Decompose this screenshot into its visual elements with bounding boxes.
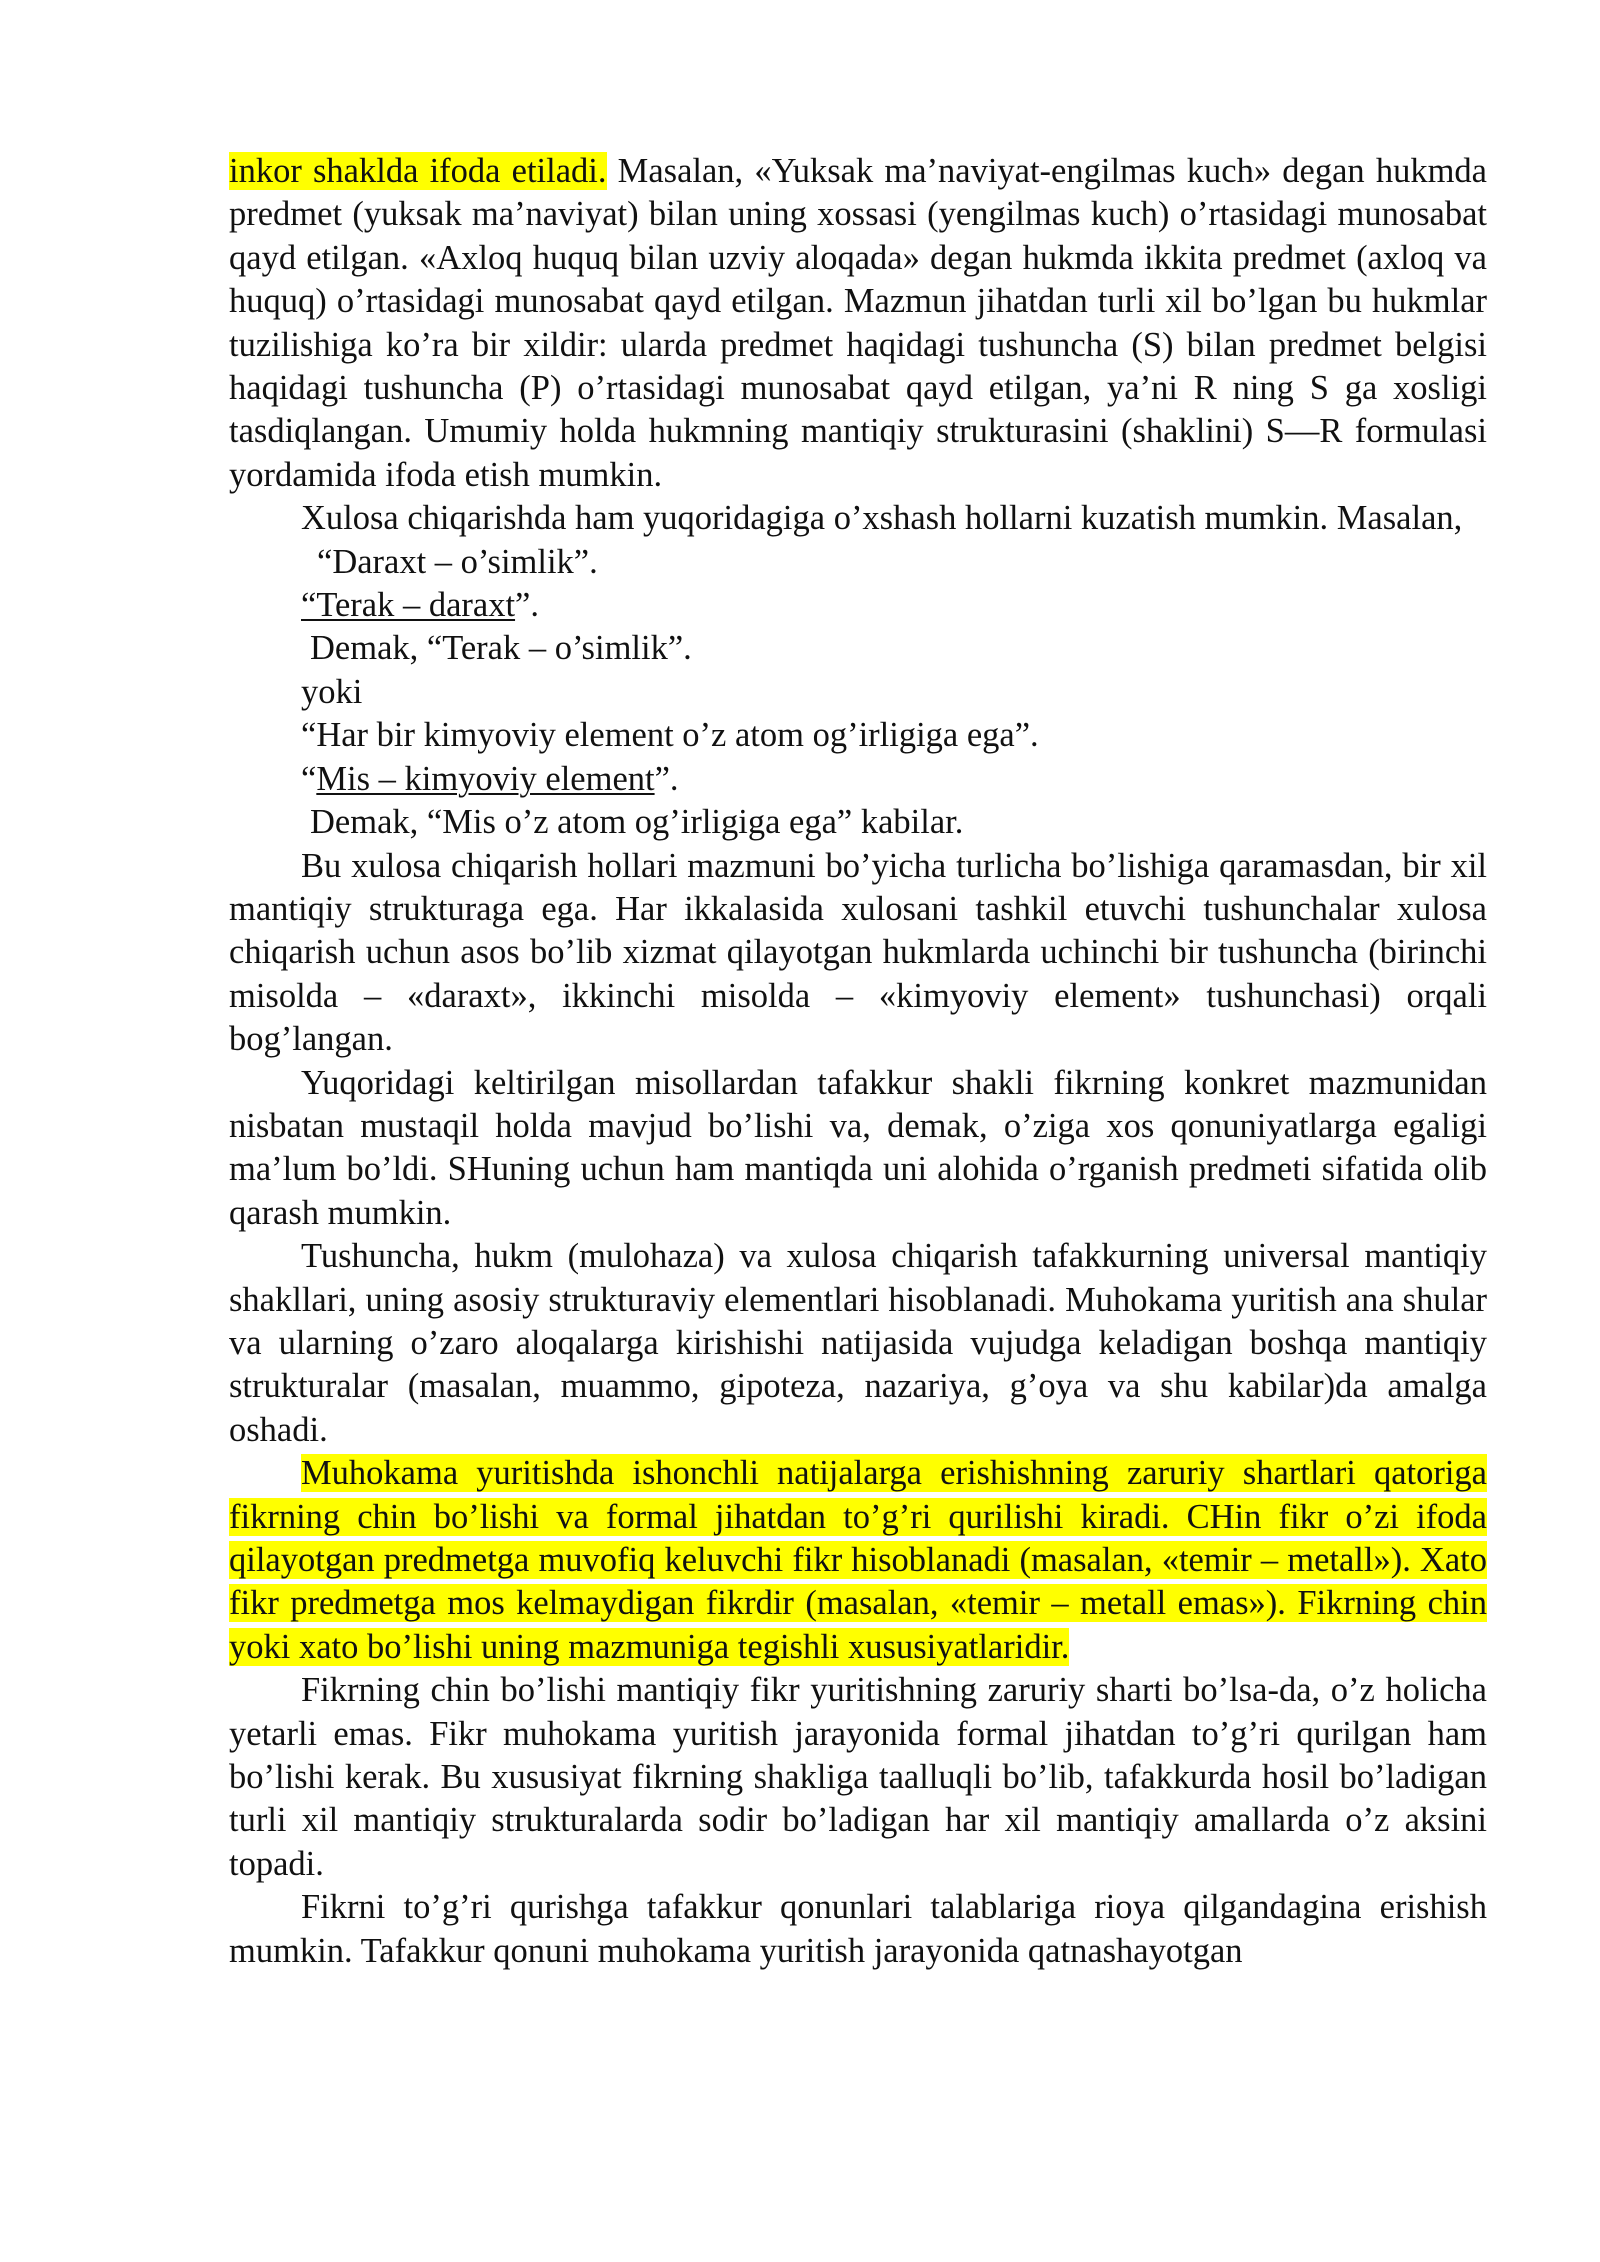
example-1-premise-2: [229, 584, 1487, 627]
paragraph-7: Fikrning chin bo’lishi mantiqiy fikr yuritishning zaruriy sharti bo’lsa-da, o’z holicha yetarli emas. Fikr muhokama yuritish jarayonida formal jihatdan to’g’ri qurilgan ham bo’lishi kerak. Bu xususiyat fikrning shakliga taalluqli bo’lib, tafakkurda hosil bo’ladigan turli xil mantiqiy strukturalarda sodir bo’ladigan har xil mantiqiy amallarda o’z aksini topadi.: [229, 1671, 1487, 1883]
line-end: ”.: [515, 586, 539, 625]
paragraph-4: Yuqoridagi keltirilgan misollardan tafakkur shakli fikrning konkret mazmunidan nisbatan mustaqil holda mavjud bo’lishi va, demak, o’ziga xos qonuniyatlarga egaligi ma’lum bo’ldi. SHuning uchun ham mantiqda uni alohida o’rganish predmeti sifatida olib qarash mumkin.: [229, 1063, 1487, 1232]
line-start: “: [301, 759, 317, 798]
underlined-text: Mis – kimyoviy element: [316, 759, 655, 798]
paragraph-3: Bu xulosa chiqarish hollari mazmuni bo’yicha turlicha bo’lishiga qaramasdan, bir xil mantiqiy strukturaga ega. Har ikkalasida xulosani tashkil etuvchi tushunchalar xulosa chiqarish uchun asos bo’lib xizmat qilayotgan hukmlarda uchinchi bir tushuncha (birinchi misolda – «daraxt», ikkinchi misolda – «kimyoviy element» tushunchasi) orqali bog’langan.: [229, 846, 1487, 1059]
paragraph-1: [229, 150, 1487, 497]
paragraph-8: Fikrni to’g’ri qurishga tafakkur qonunlari talablariga rioya qilgandagina erishish mumkin. Tafakkur qonuni muhokama yuritish jarayonida qatnashayotgan: [229, 1888, 1487, 1970]
paragraph-text: Masalan, «Yuksak ma’naviyat-engilmas kuch» degan hukmda predmet (yuksak ma’naviyat) bilan uning xossasi (yengilmas kuch) o’rtasidagi munosabat qayd etilgan. «Axloq huquq bilan uzviy aloqada» degan hukmda ikkita predmet (axloq va huquq) o’rtasidagi munosabat qayd etilgan. Mazmun jihatdan turli xil bo’lgan bu hukmlar tuzilishiga ko’ra bir xildir: ularda predmet haqidagi tushuncha (S) bilan predmet belgisi haqidagi tushuncha (P) o’rtasidagi munosabat qayd etilgan, ya’ni R ning S ga xosligi tasdiqlangan. Umumiy holda hukmning mantiqiy strukturasini (shaklini) S—R formulasi yordamida ifoda etish mumkin.: [229, 152, 1487, 494]
paragraph-6: [229, 1452, 1487, 1669]
example-2-conclusion: Demak, “Mis o’z atom og’irligiga ega” kabilar.: [310, 803, 964, 842]
highlighted-text: inkor shaklda ifoda etiladi.: [229, 152, 607, 190]
document-page: [229, 150, 1487, 1973]
example-2-premise-2: [229, 758, 1487, 801]
underlined-text: “Terak – daraxt: [301, 586, 516, 625]
separator-word: yoki: [301, 672, 363, 711]
paragraph-2: Xulosa chiqarishda ham yuqoridagiga o’xshash hollarni kuzatish mumkin. Masalan,: [301, 499, 1463, 538]
highlighted-text: Muhokama yuritishda ishonchli natijalarga erishishning zaruriy shartlari qatoriga fikrning chin bo’lishi va formal jihatdan to’g’ri qurilishi kiradi. CHin fikr o’zi ifoda qilayotgan predmetga muvofiq keluvchi fikr hisoblanadi (masalan, «temir – metall»). Xato fikr predmetga mos kelmaydigan fikrdir (masalan, «temir – metall emas»). Fikrning chin yoki xato bo’lishi uning mazmuniga tegishli xususiyatlaridir.: [229, 1454, 1487, 1666]
example-1-conclusion: Demak, “Terak – o’simlik”.: [310, 629, 692, 668]
line-end: ”.: [654, 759, 679, 798]
paragraph-5: Tushuncha, hukm (mulohaza) va xulosa chiqarish tafakkurning universal mantiqiy shakllari, uning asosiy strukturaviy elementlari hisoblanadi. Muhokama yuritish ana shular va ularning o’zaro aloqalarga kirishishi natijasida vujudga keladigan boshqa mantiqiy strukturalar (masalan, muammo, gipoteza, nazariya, g’oya va shu kabilar)da amalga oshadi.: [229, 1237, 1487, 1449]
example-2-premise-1: “Har bir kimyoviy element o’z atom og’irligiga ega”.: [301, 716, 1039, 755]
example-1-premise-1: “Daraxt – o’simlik”.: [317, 542, 598, 581]
